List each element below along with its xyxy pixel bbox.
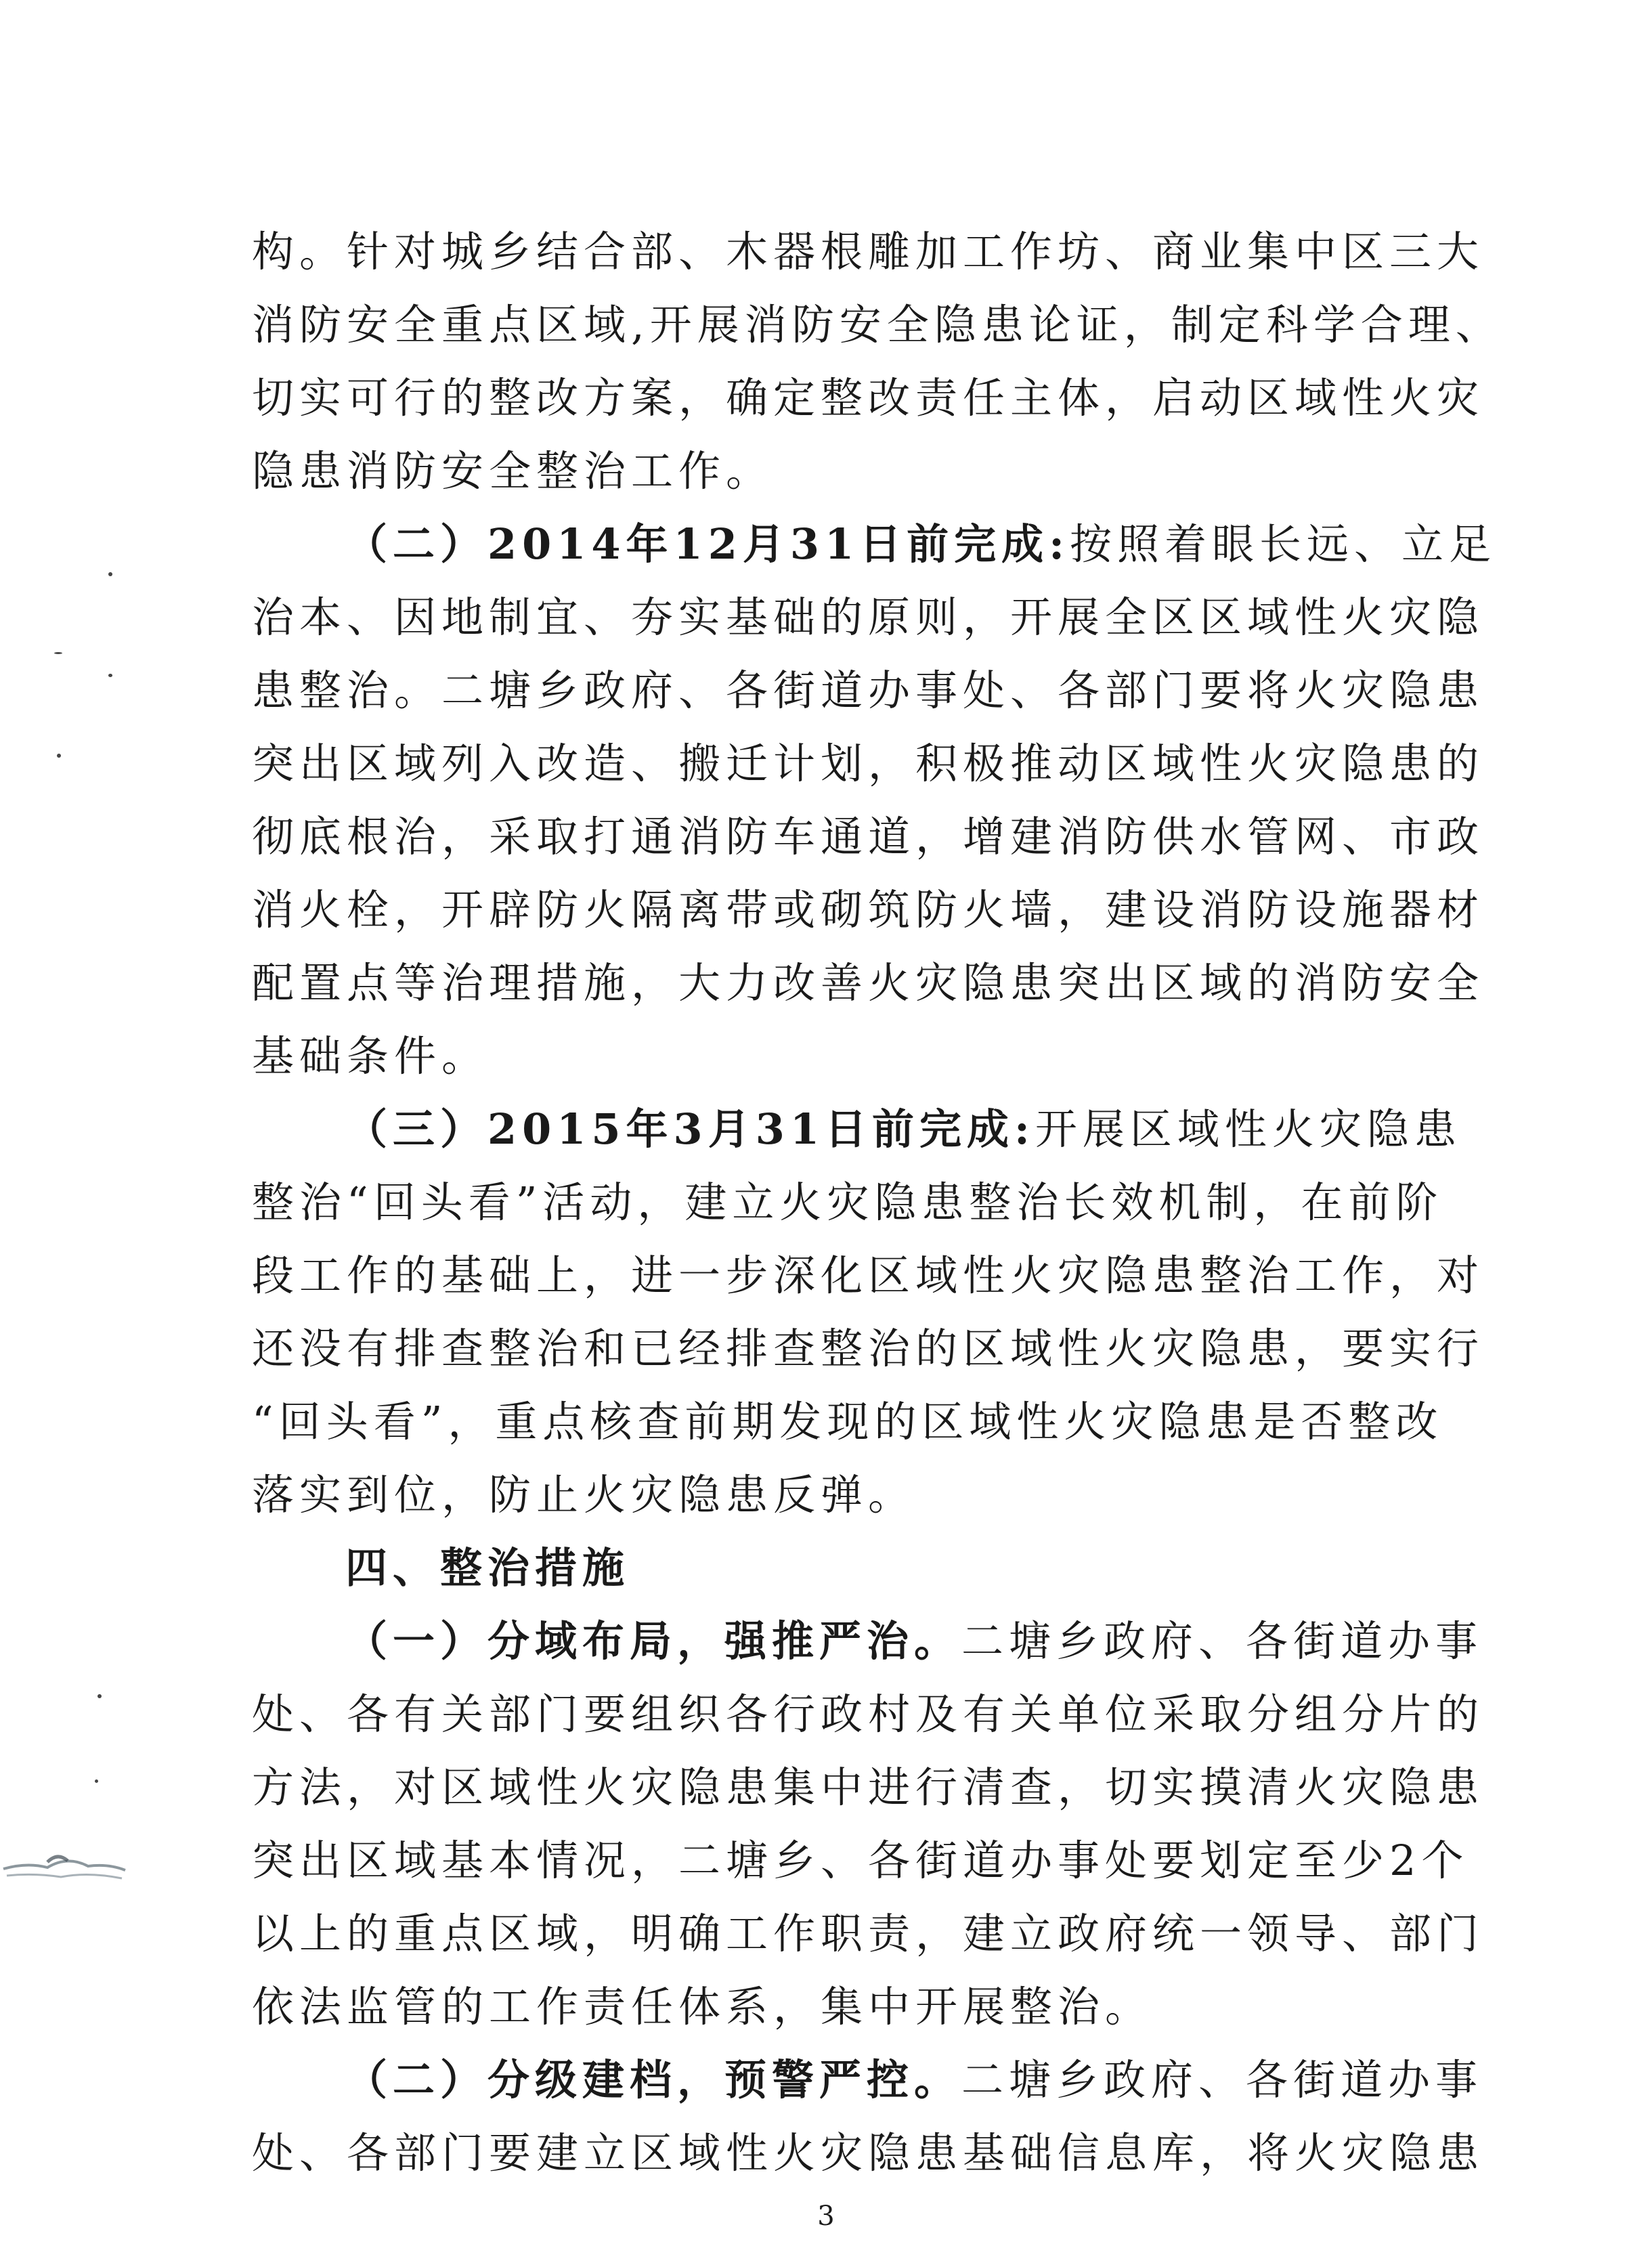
- text-line: 整治“回头看”活动，建立火灾隐患整治长效机制，在前阶: [252, 1178, 1443, 1227]
- text-line: 以上的重点区域，明确工作职责，建立政府统一领导、部门: [252, 1909, 1485, 1958]
- text-line: 落实到位，防止火灾隐患反弹。: [252, 1470, 916, 1519]
- text-line: “回头看”，重点核查前期发现的区域性火灾隐患是否整改: [252, 1397, 1443, 1446]
- text-line: 依法监管的工作责任体系，集中开展整治。: [252, 1982, 1153, 2031]
- scan-speck: [54, 652, 62, 654]
- text-line: 处、各部门要建立区域性火灾隐患基础信息库，将火灾隐患: [252, 2128, 1485, 2178]
- page-number: 3: [817, 2201, 835, 2232]
- text-line: 切实可行的整改方案，确定整改责任主体，启动区域性火灾: [252, 373, 1485, 423]
- text-line: 治本、因地制宜、夯实基础的原则，开展全区区域性火灾隐: [252, 592, 1485, 642]
- scan-speck: [108, 572, 112, 576]
- text-line: 隐患消防安全整治工作。: [252, 446, 774, 496]
- scan-speck: [57, 754, 61, 758]
- scan-smudge: [0, 1835, 129, 1896]
- text-span: 二塘乡政府、各街道办事: [961, 2055, 1483, 2104]
- paragraph-lead: （二）分级建档，预警严控。: [345, 2055, 962, 2104]
- paragraph-lead: （一）分域布局，强推严治。: [345, 1616, 962, 1666]
- text-line: 突出区域列入改造、搬迁计划，积极推动区域性火灾隐患的: [252, 739, 1485, 788]
- text-line: 段工作的基础上，进一步深化区域性火灾隐患整治工作，对: [252, 1251, 1485, 1300]
- scan-speck: [95, 1779, 98, 1783]
- text-line: [345, 2044, 1483, 2117]
- text-line: 消防安全重点区域,开展消防安全隐患论证，制定科学合理、: [252, 300, 1503, 349]
- text-line: 配置点等治理措施，大力改善火灾隐患突出区域的消防安全: [252, 958, 1485, 1008]
- text-line: 方法，对区域性火灾隐患集中进行清查，切实摸清火灾隐患: [252, 1763, 1485, 1812]
- text-line: [345, 508, 1497, 581]
- text-line: 处、各有关部门要组织各行政村及有关单位采取分组分片的: [252, 1689, 1485, 1739]
- text-line: 突出区域基本情况，二塘乡、各街道办事处要划定至少2个: [252, 1836, 1469, 1885]
- text-line: 消火栓，开辟防火隔离带或砌筑防火墙，建设消防设施器材: [252, 885, 1485, 934]
- text-line: 患整治。二塘乡政府、各街道办事处、各部门要将火灾隐患: [252, 666, 1485, 715]
- scan-speck: [97, 1694, 102, 1698]
- text-line: 构。针对城乡结合部、木器根雕加工作坊、商业集中区三大: [252, 227, 1485, 276]
- text-span: 开展区域性火灾隐患: [1035, 1104, 1462, 1154]
- text-span: 按照着眼长远、立足: [1070, 519, 1497, 569]
- text-line: 彻底根治，采取打通消防车通道，增建消防供水管网、市政: [252, 812, 1485, 861]
- paragraph-lead: （二）2014年12月31日前完成:: [345, 519, 1070, 569]
- paragraph-lead: （三）2015年3月31日前完成:: [345, 1104, 1035, 1154]
- text-line: 还没有排查整治和已经排查整治的区域性火灾隐患，要实行: [252, 1324, 1485, 1373]
- text-span: 二塘乡政府、各街道办事: [961, 1616, 1483, 1666]
- text-line: 基础条件。: [252, 1031, 490, 1081]
- text-line: [345, 1093, 1462, 1166]
- scan-speck: [108, 674, 112, 677]
- section-heading: 四、整治措施: [345, 1543, 630, 1593]
- text-line: [345, 1605, 1483, 1678]
